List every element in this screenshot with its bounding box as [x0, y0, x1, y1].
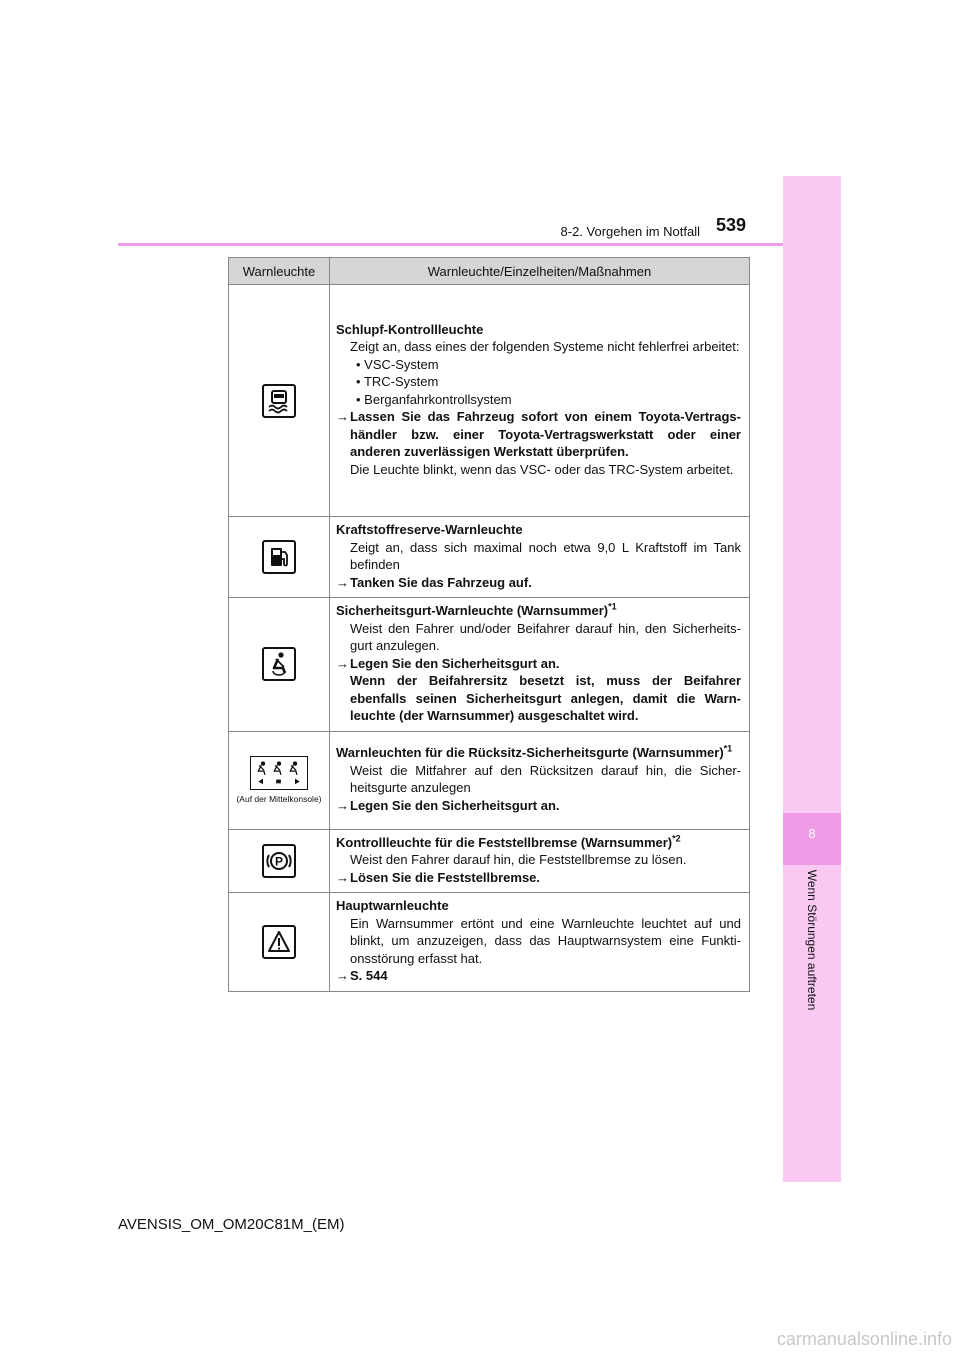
row-description: Weist die Mitfahrer auf den Rücksitzen darauf hin, die Sicherheitsgurte anzulegen — [350, 762, 741, 795]
section-title: 8-2. Vorgehen im Notfall — [560, 224, 700, 239]
row-action: →Lösen Sie die Feststellbremse. — [336, 869, 541, 885]
row-action: →Legen Sie den Sicherheitsgurt an. — [336, 797, 560, 813]
row-title: Warnleuchten für die Rücksitz-Sicherheitsgurte (Warnsummer)$^{*1}$ — [336, 743, 733, 760]
header-rule — [118, 243, 783, 246]
table-row — [229, 829, 750, 893]
svg-text:P: P — [274, 854, 284, 869]
seatbelt-icon — [262, 647, 296, 681]
row-description: Zeigt an, dass sich maximal noch etwa 9,0 L Kraftstoff im Tank befinden — [350, 539, 741, 572]
row-action: →Legen Sie den Sicherheitsgurt an. — [336, 655, 560, 671]
row-action: →Tanken Sie das Fahrzeug auf. — [336, 574, 532, 590]
side-tab-number: 8 — [808, 826, 816, 841]
table-row — [229, 517, 750, 598]
rear-seatbelts-icon — [250, 756, 308, 790]
warning-lights-table — [228, 257, 750, 992]
footnote-marker: *2 — [672, 833, 681, 844]
row-action: →S. 544 — [336, 968, 388, 983]
master-warning-icon — [262, 925, 296, 959]
footnote-marker: *1 — [723, 743, 733, 754]
side-tab-label: Wenn Störungen auftreten — [805, 869, 819, 1011]
table-row — [229, 598, 750, 732]
column-header-details: Warnleuchte/Einzelheiten/Maßnahmen — [330, 258, 750, 285]
table-row — [229, 731, 750, 829]
row-title: Kraftstoffreserve-Warnleuchte — [336, 522, 523, 537]
list-item: • Berganfahrkontrollsystem — [356, 391, 512, 407]
fuel-pump-icon — [262, 540, 296, 574]
side-tab — [783, 176, 841, 1182]
row-title: Kontrollleuchte für die Feststellbremse (Warnsummer)$^{*2}$ — [336, 833, 681, 850]
row-description: Weist den Fahrer darauf hin, die Feststellbremse zu lösen. — [350, 852, 687, 867]
row-title: Schlupf-Kontrollleuchte — [336, 321, 484, 337]
row-action-extra: Wenn der Beifahrersitz besetzt ist, muss der Beifahrer ebenfalls seinen Sicherheitsgurt anlegen, damit die Warnleuchte (der Warnsummer) ausgeschaltet wird. — [350, 673, 741, 723]
icon-caption: (Auf der Mittelkonsole) — [236, 794, 322, 804]
row-description: Ein Warnsummer ertönt und eine Warnleuchte leuchtet auf und blinkt, um anzuzeigen, dass das Hauptwarnsystem eine Funktionsstörung erfasst hat. — [350, 915, 741, 966]
watermark: carmanualsonline.info — [776, 1329, 952, 1349]
footnote-marker: *1 — [608, 601, 617, 612]
row-note: Die Leuchte blinkt, wenn das VSC- oder das TRC-System arbeitet. — [350, 461, 734, 477]
row-title: Hauptwarnleuchte — [336, 898, 449, 913]
page-number: 539 — [716, 215, 747, 235]
document-id: AVENSIS_OM_OM20C81M_(EM) — [118, 1216, 345, 1233]
table-row — [229, 893, 750, 992]
row-description: Zeigt an, dass eines der folgenden Systeme nicht fehlerfrei arbeitet: — [350, 339, 740, 355]
row-title: Sicherheitsgurt-Warnleuchte (Warnsummer)$^{*1}$ — [336, 601, 617, 618]
table-row — [229, 285, 750, 517]
skid-indicator-icon — [262, 384, 296, 418]
list-item: • TRC-System — [356, 374, 439, 390]
row-action: →Lassen Sie das Fahrzeug sofort von einem Toyota-Vertragshändler bzw. einer Toyota-Vertragswerkstatt oder einer anderen zuverlässigen Werkstatt überprüfen. — [336, 409, 741, 460]
row-description: Weist den Fahrer und/oder Beifahrer darauf hin, den Sicherheitsgurt anzulegen. — [350, 620, 741, 653]
column-header-light: Warnleuchte — [229, 258, 330, 285]
parking-brake-icon — [262, 844, 296, 878]
list-item: • VSC-System — [356, 356, 439, 372]
